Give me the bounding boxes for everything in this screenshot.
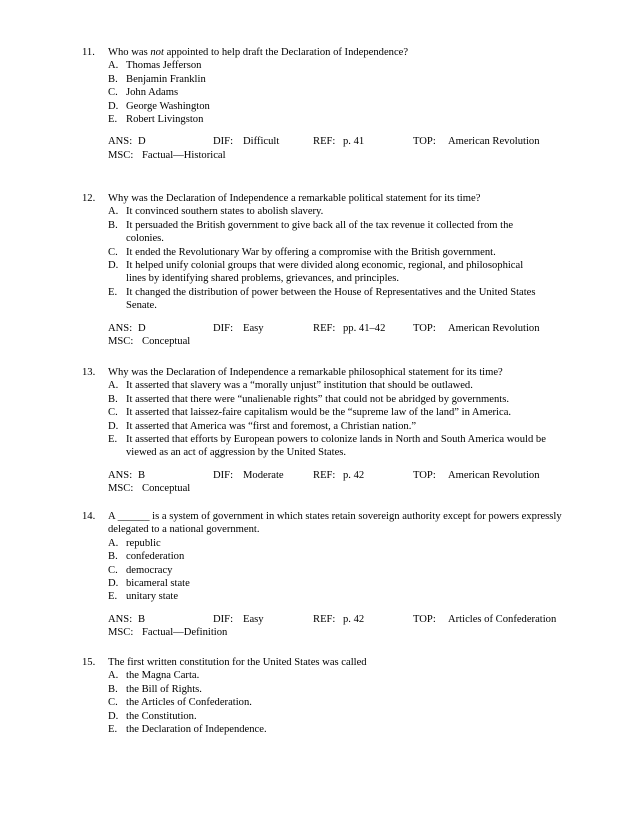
choice-letter: A. (108, 537, 119, 549)
ans-label: ANS: (108, 322, 133, 334)
question-stem (82, 366, 582, 379)
ref-value: p. 42 (343, 469, 365, 481)
choice-text: It asserted that efforts by European powers to colonize lands in North and South America would be viewed as an act of aggression by the United States. (126, 434, 546, 459)
ans-value: D (138, 136, 146, 148)
choice-c (108, 406, 582, 419)
choice-list (108, 205, 582, 312)
ref-label: REF: (313, 613, 336, 625)
choice-text: George Washington (126, 100, 210, 112)
choice-c (108, 86, 582, 99)
choice-letter: B. (108, 683, 118, 695)
choice-text: It asserted that there were “unalienable rights” that could not be abridged by governments. (126, 393, 510, 405)
dif-label: DIF: (213, 322, 234, 334)
question-stem (82, 46, 582, 59)
choice-list (108, 59, 582, 126)
question-13 (82, 366, 582, 496)
choice-a (108, 379, 582, 392)
question-14 (82, 510, 582, 640)
choice-letter: D. (108, 710, 119, 722)
top-value: American Revolution (448, 322, 540, 334)
choice-d (108, 420, 582, 433)
question-number: 12. (82, 193, 96, 204)
answer-metadata (108, 322, 582, 349)
choice-text: the Declaration of Independence. (126, 724, 267, 736)
choice-text: It asserted that slavery was a “morally unjust” institution that should be outlawed. (126, 380, 473, 392)
answer-metadata (108, 135, 582, 162)
choice-text: Robert Livingston (126, 114, 204, 126)
choice-text: the Articles of Confederation. (126, 697, 252, 709)
choice-a (108, 537, 582, 550)
choice-letter: A. (108, 380, 119, 392)
choice-e (108, 723, 582, 736)
choice-c (108, 246, 582, 259)
dif-label: DIF: (213, 136, 234, 148)
choice-letter: D. (108, 578, 119, 590)
choice-text: It persuaded the British government to give back all of the tax revenue it collected from the colonies. (126, 219, 514, 245)
dif-value: Easy (243, 322, 264, 334)
choice-text: bicameral state (126, 578, 190, 590)
ref-label: REF: (313, 136, 336, 148)
top-label: TOP: (413, 136, 436, 148)
question-number: 13. (82, 367, 96, 378)
choice-text: the Constitution. (126, 710, 197, 722)
top-value: American Revolution (448, 136, 540, 148)
choice-letter: B. (108, 73, 118, 85)
question-number: 11. (82, 47, 95, 58)
choice-d (108, 710, 582, 723)
msc-label: MSC: (108, 627, 134, 639)
choice-letter: C. (108, 697, 118, 709)
choice-text: It asserted that laissez-faire capitalism would be the “supreme law of the land” in America. (126, 407, 512, 419)
question-stem (82, 510, 588, 537)
choice-letter: E. (108, 591, 118, 603)
choice-text: unitary state (126, 591, 179, 603)
question-stem (82, 656, 582, 669)
choice-letter: A. (108, 670, 119, 682)
stem-emphasis: not (150, 47, 164, 58)
choice-text: Benjamin Franklin (126, 73, 206, 85)
top-label: TOP: (413, 613, 436, 625)
choice-letter: C. (108, 564, 118, 576)
question-stem (82, 192, 582, 205)
msc-label: MSC: (108, 149, 134, 161)
choice-list (108, 537, 582, 604)
answer-metadata (108, 613, 582, 640)
choice-text: republic (126, 537, 161, 549)
ref-value: pp. 41–42 (343, 322, 386, 334)
choice-b (108, 219, 531, 246)
dif-label: DIF: (213, 613, 234, 625)
ans-value: B (138, 613, 146, 625)
choice-e (108, 113, 582, 126)
choice-text: It changed the distribution of power between the House of Representatives and the United States Senate. (126, 286, 536, 312)
msc-value: Factual—Definition (142, 627, 228, 639)
stem-text: The first written constitution for the United States was called (108, 657, 367, 668)
stem-text: Why was the Declaration of Independence a remarkable philosophical statement for its time? (108, 367, 503, 378)
choice-letter: B. (108, 219, 118, 231)
ref-label: REF: (313, 322, 336, 334)
msc-label: MSC: (108, 483, 134, 495)
choice-text: It convinced southern states to abolish slavery. (126, 206, 324, 218)
msc-value: Factual—Historical (142, 149, 226, 161)
choice-letter: C. (108, 246, 118, 258)
choice-text: It helped unify colonial groups that were divided along economic, regional, and philosophical lines by identifying shared problems, grievances, and principles. (126, 260, 524, 285)
choice-list (108, 379, 582, 459)
ans-value: D (138, 322, 146, 334)
choice-letter: B. (108, 551, 118, 563)
question-number: 14. (82, 511, 96, 522)
ans-label: ANS: (108, 136, 133, 148)
ans-value: B (138, 469, 146, 481)
top-label: TOP: (413, 322, 436, 334)
choice-a (108, 205, 582, 218)
choice-text: democracy (126, 564, 173, 576)
question-15 (82, 656, 582, 736)
choice-b (108, 73, 582, 86)
ref-label: REF: (313, 469, 336, 481)
choice-text: the Bill of Rights. (126, 683, 202, 695)
choice-letter: B. (108, 393, 118, 405)
ref-value: p. 42 (343, 613, 365, 625)
choice-letter: C. (108, 87, 118, 99)
dif-value: Difficult (243, 136, 280, 148)
msc-value: Conceptual (142, 483, 191, 495)
choice-e (108, 433, 556, 460)
answer-metadata (108, 469, 582, 496)
choice-letter: A. (108, 206, 119, 218)
choice-letter: E. (108, 114, 118, 126)
choice-e (108, 286, 566, 313)
choice-b (108, 683, 582, 696)
choice-c (108, 696, 582, 709)
choice-c (108, 564, 582, 577)
choice-b (108, 393, 582, 406)
question-number: 15. (82, 657, 96, 668)
stem-text: appointed to help draft the Declaration of Independence? (163, 47, 409, 58)
dif-label: DIF: (213, 469, 234, 481)
stem-text: Why was the Declaration of Independence a remarkable political statement for its time? (108, 193, 481, 204)
choice-d (108, 259, 526, 286)
choice-letter: D. (108, 260, 119, 272)
choice-letter: D. (108, 100, 119, 112)
choice-text: It ended the Revolutionary War by offering a compromise with the British government. (126, 246, 496, 258)
ans-label: ANS: (108, 613, 133, 625)
choice-text: Thomas Jefferson (126, 60, 202, 72)
question-12 (82, 192, 582, 348)
stem-text: A ______ is a system of government in which states retain sovereign authority except for powers expressly delegated to a national government. (108, 511, 562, 536)
choice-letter: E. (108, 286, 118, 298)
top-value: American Revolution (448, 469, 540, 481)
choice-e (108, 590, 582, 603)
ref-value: p. 41 (343, 136, 365, 148)
choice-letter: A. (108, 60, 119, 72)
dif-value: Moderate (243, 469, 284, 481)
question-11 (82, 46, 582, 162)
choice-letter: C. (108, 407, 118, 419)
choice-letter: E. (108, 724, 118, 736)
top-label: TOP: (413, 469, 436, 481)
stem-text: Who was (108, 47, 151, 58)
ans-label: ANS: (108, 469, 133, 481)
choice-letter: D. (108, 420, 119, 432)
dif-value: Easy (243, 613, 264, 625)
choice-b (108, 550, 582, 563)
choice-text: John Adams (126, 87, 179, 99)
choice-d (108, 100, 582, 113)
msc-label: MSC: (108, 336, 134, 348)
choice-list (108, 669, 582, 736)
msc-value: Conceptual (142, 336, 191, 348)
choice-a (108, 59, 582, 72)
choice-text: the Magna Carta. (126, 670, 200, 682)
choice-text: confederation (126, 551, 185, 563)
choice-a (108, 669, 582, 682)
top-value: Articles of Confederation (448, 613, 557, 625)
choice-letter: E. (108, 434, 118, 446)
choice-d (108, 577, 582, 590)
choice-text: It asserted that America was “first and foremost, a Christian nation.” (126, 420, 417, 432)
